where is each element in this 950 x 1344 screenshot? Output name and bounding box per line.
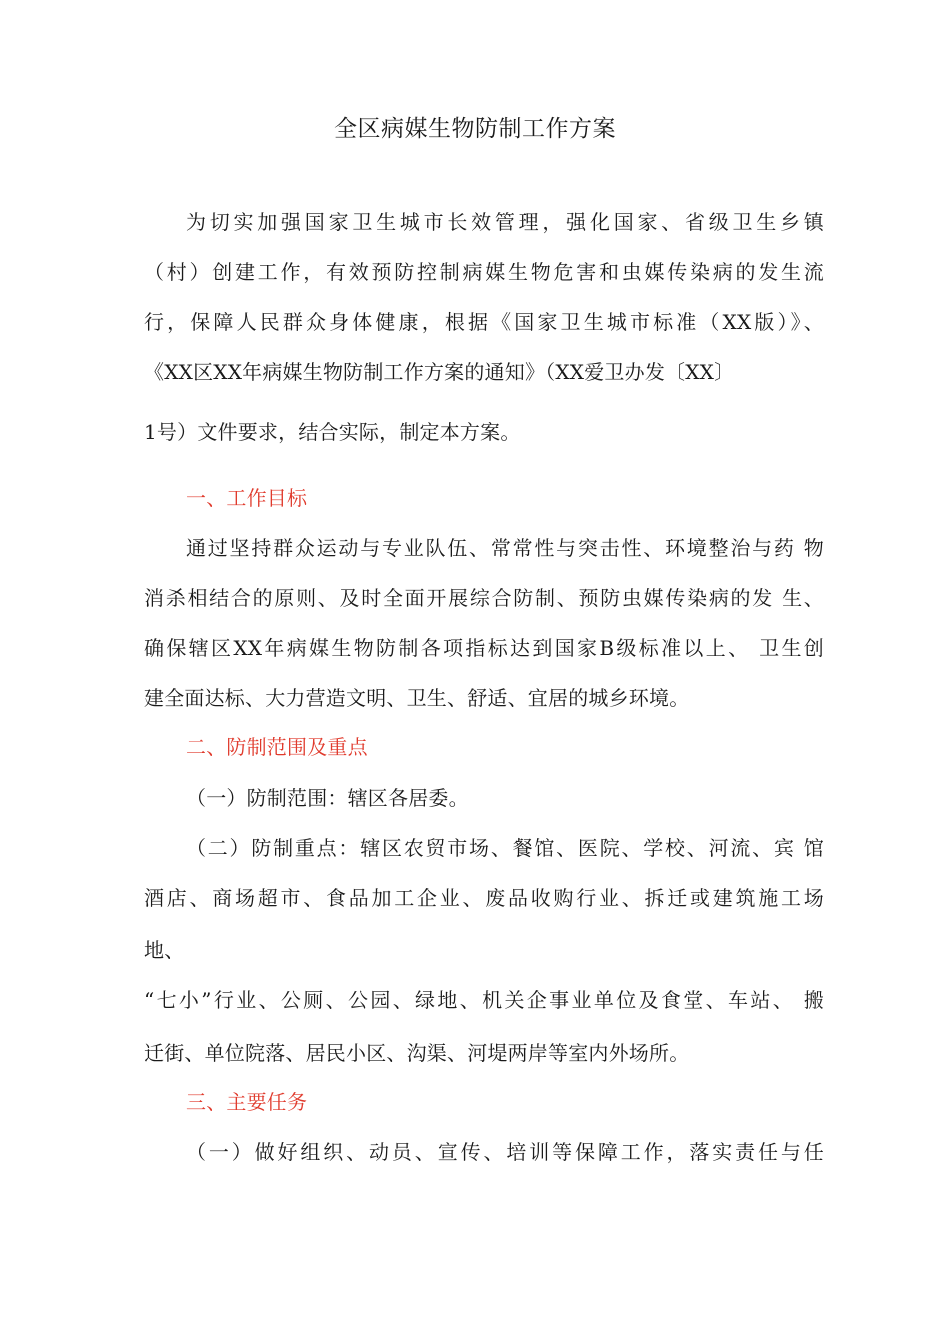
intro-line-2: （村）创建工作，有效预防控制病媒生物危害和虫媒传染病的发生流: [144, 260, 824, 284]
scope-item-2-line-5: 迁街、单位院落、居民小区、沟渠、河堤两岸等室内外场所。: [144, 1041, 690, 1065]
goals-line-4: 建全面达标、大力营造文明、卫生、舒适、宜居的城乡环境。: [144, 686, 690, 710]
scope-item-2-line-2: 酒店、商场超市、食品加工企业、废品收购行业、拆迁或建筑施工场: [144, 886, 824, 910]
goals-line-1: 通过坚持群众运动与专业队伍、常常性与突击性、环境整治与药 物: [186, 536, 824, 560]
intro-line-3: 行，保障人民群众身体健康，根据《国家卫生城市标准（XX版）》、: [144, 310, 824, 334]
scope-item-2-line-1: （二）防制重点：辖区农贸市场、餐馆、医院、学校、河流、宾 馆: [186, 836, 824, 860]
document-title: 全区病媒生物防制工作方案: [334, 116, 616, 142]
goals-line-3: 确保辖区XX年病媒生物防制各项指标达到国家B级标准以上、 卫生创: [144, 636, 824, 660]
intro-line-5: 1号）文件要求，结合实际，制定本方案。: [144, 420, 521, 444]
intro-line-4: 《XX区XX年病媒生物防制工作方案的通知》（XX爱卫办发〔XX〕: [144, 360, 735, 384]
scope-item-2-line-3: 地、: [144, 938, 185, 962]
scope-item-2-line-4: “七小”行业、公厕、公园、绿地、机关企事业单位及食堂、车站、 搬: [144, 988, 824, 1012]
tasks-item-1: （一）做好组织、动员、宣传、培训等保障工作，落实责任与任: [186, 1140, 824, 1164]
intro-line-1: 为切实加强国家卫生城市长效管理，强化国家、省级卫生乡镇: [186, 210, 824, 234]
section-heading-tasks: 三、主要任务: [186, 1090, 308, 1114]
section-heading-scope: 二、防制范围及重点: [186, 735, 368, 759]
section-heading-goals: 一、工作目标: [186, 486, 308, 510]
scope-item-1: （一）防制范围：辖区各居委。: [186, 786, 469, 810]
goals-line-2: 消杀相结合的原则、及时全面开展综合防制、预防虫媒传染病的发 生、: [144, 586, 824, 610]
